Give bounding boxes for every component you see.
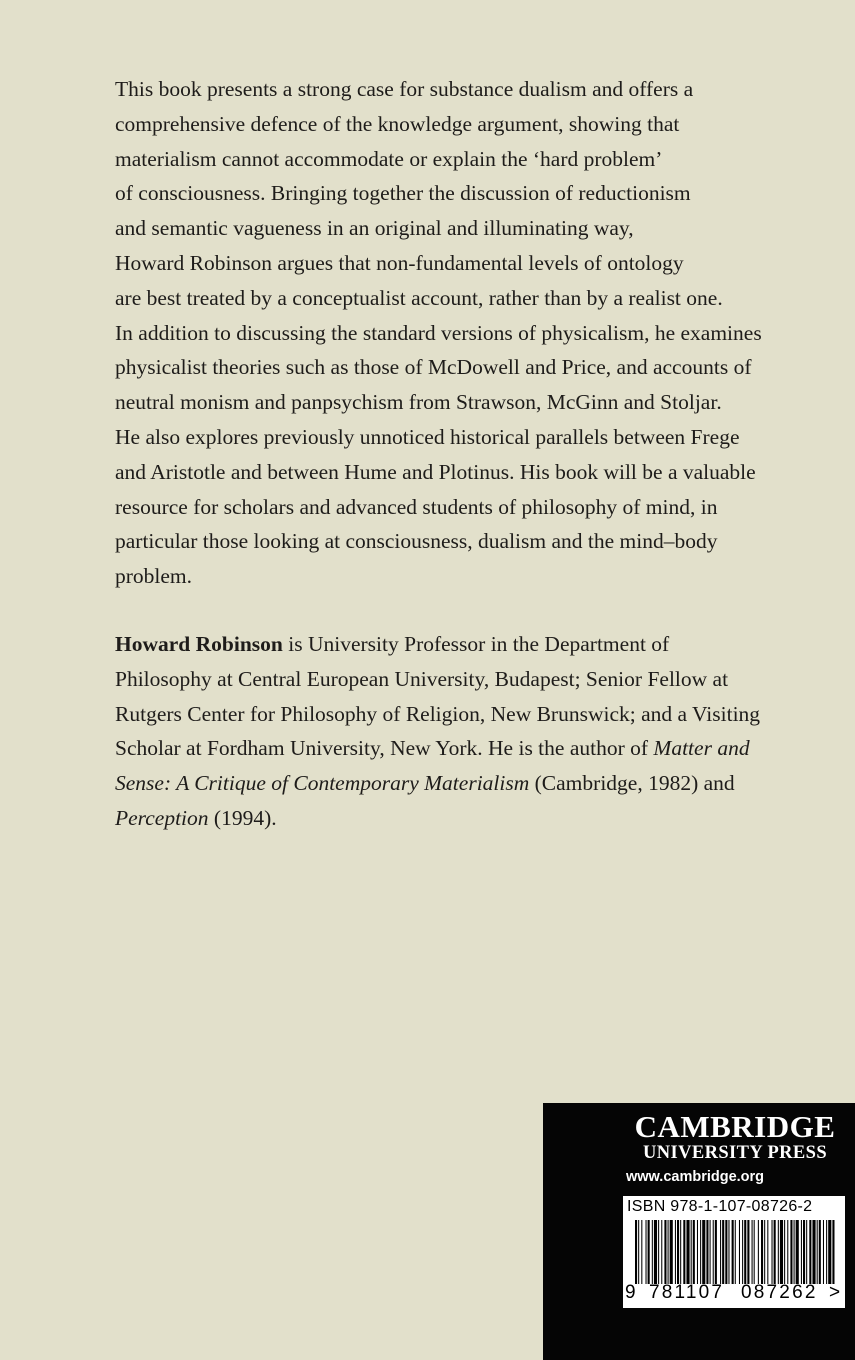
barcode-stripe xyxy=(686,1220,689,1284)
barcode-stripe xyxy=(668,1220,669,1284)
barcode-stripe xyxy=(790,1220,792,1284)
isbn-label: ISBN 978-1-107-08726-2 xyxy=(627,1198,813,1215)
barcode-stripe xyxy=(767,1220,768,1284)
barcode-stripe xyxy=(758,1220,759,1284)
barcode-digit-group-right: 087262 xyxy=(741,1282,818,1303)
barcode-stripe xyxy=(664,1220,666,1284)
bio-line: Philosophy at Central European University, Budapest; Senior Fellow at xyxy=(115,666,729,691)
barcode-stripe xyxy=(725,1220,727,1284)
barcode-stripe xyxy=(641,1220,642,1284)
barcode-stripe xyxy=(752,1220,753,1284)
barcode-stripe xyxy=(658,1220,659,1284)
description-line: comprehensive defence of the knowledge argument, showing that xyxy=(115,111,680,136)
barcode-digits xyxy=(623,1282,845,1306)
barcode-stripe xyxy=(828,1220,831,1284)
description-line: In addition to discussing the standard versions of physicalism, he examines xyxy=(115,320,762,345)
barcode-stripe xyxy=(787,1220,788,1284)
barcode-stripe xyxy=(683,1220,685,1284)
barcode-stripe xyxy=(832,1220,834,1284)
bio-line xyxy=(115,627,815,662)
barcode-stripe xyxy=(652,1220,653,1284)
isbn-barcode xyxy=(623,1196,845,1308)
bio-text: (1994). xyxy=(208,805,277,830)
book-title-italic: Sense: A Critique of Contemporary Materialism xyxy=(115,771,530,796)
barcode-stripe xyxy=(764,1220,765,1284)
barcode-stripe xyxy=(826,1220,827,1284)
book-title-italic: Perception xyxy=(115,805,209,830)
description-line: and semantic vagueness in an original and illuminating way, xyxy=(115,216,634,241)
publisher-logo-subname: UNIVERSITY PRESS xyxy=(642,1143,828,1163)
barcode-stripe xyxy=(722,1220,724,1284)
barcode-stripe xyxy=(744,1220,746,1284)
publisher-block xyxy=(543,1103,855,1360)
barcode-stripe xyxy=(661,1220,662,1284)
barcode-stripe xyxy=(735,1220,736,1284)
barcode-stripe xyxy=(713,1220,714,1284)
author-name: Howard Robinson xyxy=(115,632,283,656)
barcode-stripe xyxy=(739,1220,740,1284)
barcode-stripe xyxy=(706,1220,708,1284)
bio-line: Rutgers Center for Philosophy of Religion, New Brunswick; and a Visiting xyxy=(115,701,761,726)
barcode-stripe xyxy=(720,1220,721,1284)
description-line: physicalist theories such as those of McDowell and Price, and accounts of xyxy=(115,355,752,380)
barcode-stripe xyxy=(670,1220,673,1284)
description-line: particular those looking at consciousness, dualism and the mind–body xyxy=(115,529,718,554)
barcode-stripe xyxy=(778,1220,779,1284)
description-line: and Aristotle and between Hume and Plotinus. His book will be a valuable xyxy=(115,459,756,484)
barcode-stripe xyxy=(780,1220,783,1284)
barcode-stripe xyxy=(680,1220,681,1284)
publisher-website: www.cambridge.org xyxy=(626,1169,765,1185)
barcode-stripe xyxy=(796,1220,799,1284)
barcode-stripe xyxy=(817,1220,818,1284)
description-line: This book presents a strong case for substance dualism and offers a xyxy=(115,77,694,101)
bio-line xyxy=(115,766,815,801)
description-line: Howard Robinson argues that non-fundamental levels of ontology xyxy=(115,250,684,275)
barcode-stripe xyxy=(697,1220,698,1284)
publisher-logo-name: CAMBRIDGE xyxy=(634,1109,836,1144)
bio-text: is University Professor in the Department of xyxy=(282,632,670,656)
description-line: of consciousness. Bringing together the discussion of reductionism xyxy=(115,181,691,206)
barcode-stripe xyxy=(806,1220,807,1284)
barcode-stripe xyxy=(823,1220,824,1284)
bio-line xyxy=(115,801,815,836)
book-description xyxy=(115,72,815,594)
barcode-stripe xyxy=(654,1220,657,1284)
barcode-stripe xyxy=(774,1220,776,1284)
description-line: resource for scholars and advanced students of philosophy of mind, in xyxy=(115,494,718,519)
bio-line xyxy=(115,731,815,766)
barcode-stripe xyxy=(809,1220,811,1284)
barcode-stripe xyxy=(742,1220,743,1284)
book-title-italic: Matter and xyxy=(653,736,750,761)
description-line: materialism cannot accommodate or explain the ‘hard problem’ xyxy=(115,146,663,171)
bio-text: (Cambridge, 1982) and xyxy=(529,771,735,796)
barcode-digit-first: 9 xyxy=(625,1282,638,1303)
barcode-stripe xyxy=(801,1220,802,1284)
barcode-stripe xyxy=(638,1220,639,1284)
barcode-stripe xyxy=(646,1220,647,1284)
description-line: He also explores previously unnoticed historical parallels between Frege xyxy=(115,424,740,449)
barcode-stripe xyxy=(784,1220,785,1284)
barcode-stripe xyxy=(702,1220,705,1284)
barcode-stripe xyxy=(732,1220,734,1284)
barcode-stripe xyxy=(794,1220,795,1284)
barcode-stripe xyxy=(700,1220,701,1284)
barcode-stripe xyxy=(747,1220,749,1284)
bio-text: Scholar at Fordham University, New York. He is the author of xyxy=(115,736,654,761)
barcode-stripe xyxy=(691,1220,692,1284)
barcode-stripe xyxy=(812,1220,815,1284)
barcode-stripe xyxy=(648,1220,650,1284)
barcode-stripe xyxy=(715,1220,717,1284)
description-line: neutral monism and panpsychism from Strawson, McGinn and Stoljar. xyxy=(115,390,722,415)
barcode-stripe xyxy=(803,1220,805,1284)
barcode-stripe xyxy=(693,1220,695,1284)
barcode-end-mark: > xyxy=(829,1282,843,1303)
barcode-digit-group-left: 781107 xyxy=(649,1282,725,1303)
barcode-stripe xyxy=(728,1220,729,1284)
barcode-bars xyxy=(635,1220,835,1284)
description-line: are best treated by a conceptualist account, rather than by a realist one. xyxy=(115,285,723,310)
barcode-stripe xyxy=(635,1220,637,1284)
description-line: problem. xyxy=(115,564,193,589)
author-bio xyxy=(115,627,815,836)
barcode-stripe xyxy=(675,1220,676,1284)
barcode-stripe xyxy=(677,1220,679,1284)
barcode-stripe xyxy=(761,1220,763,1284)
barcode-stripe xyxy=(754,1220,755,1284)
barcode-stripe xyxy=(772,1220,773,1284)
barcode-stripe xyxy=(710,1220,711,1284)
barcode-stripe xyxy=(819,1220,821,1284)
